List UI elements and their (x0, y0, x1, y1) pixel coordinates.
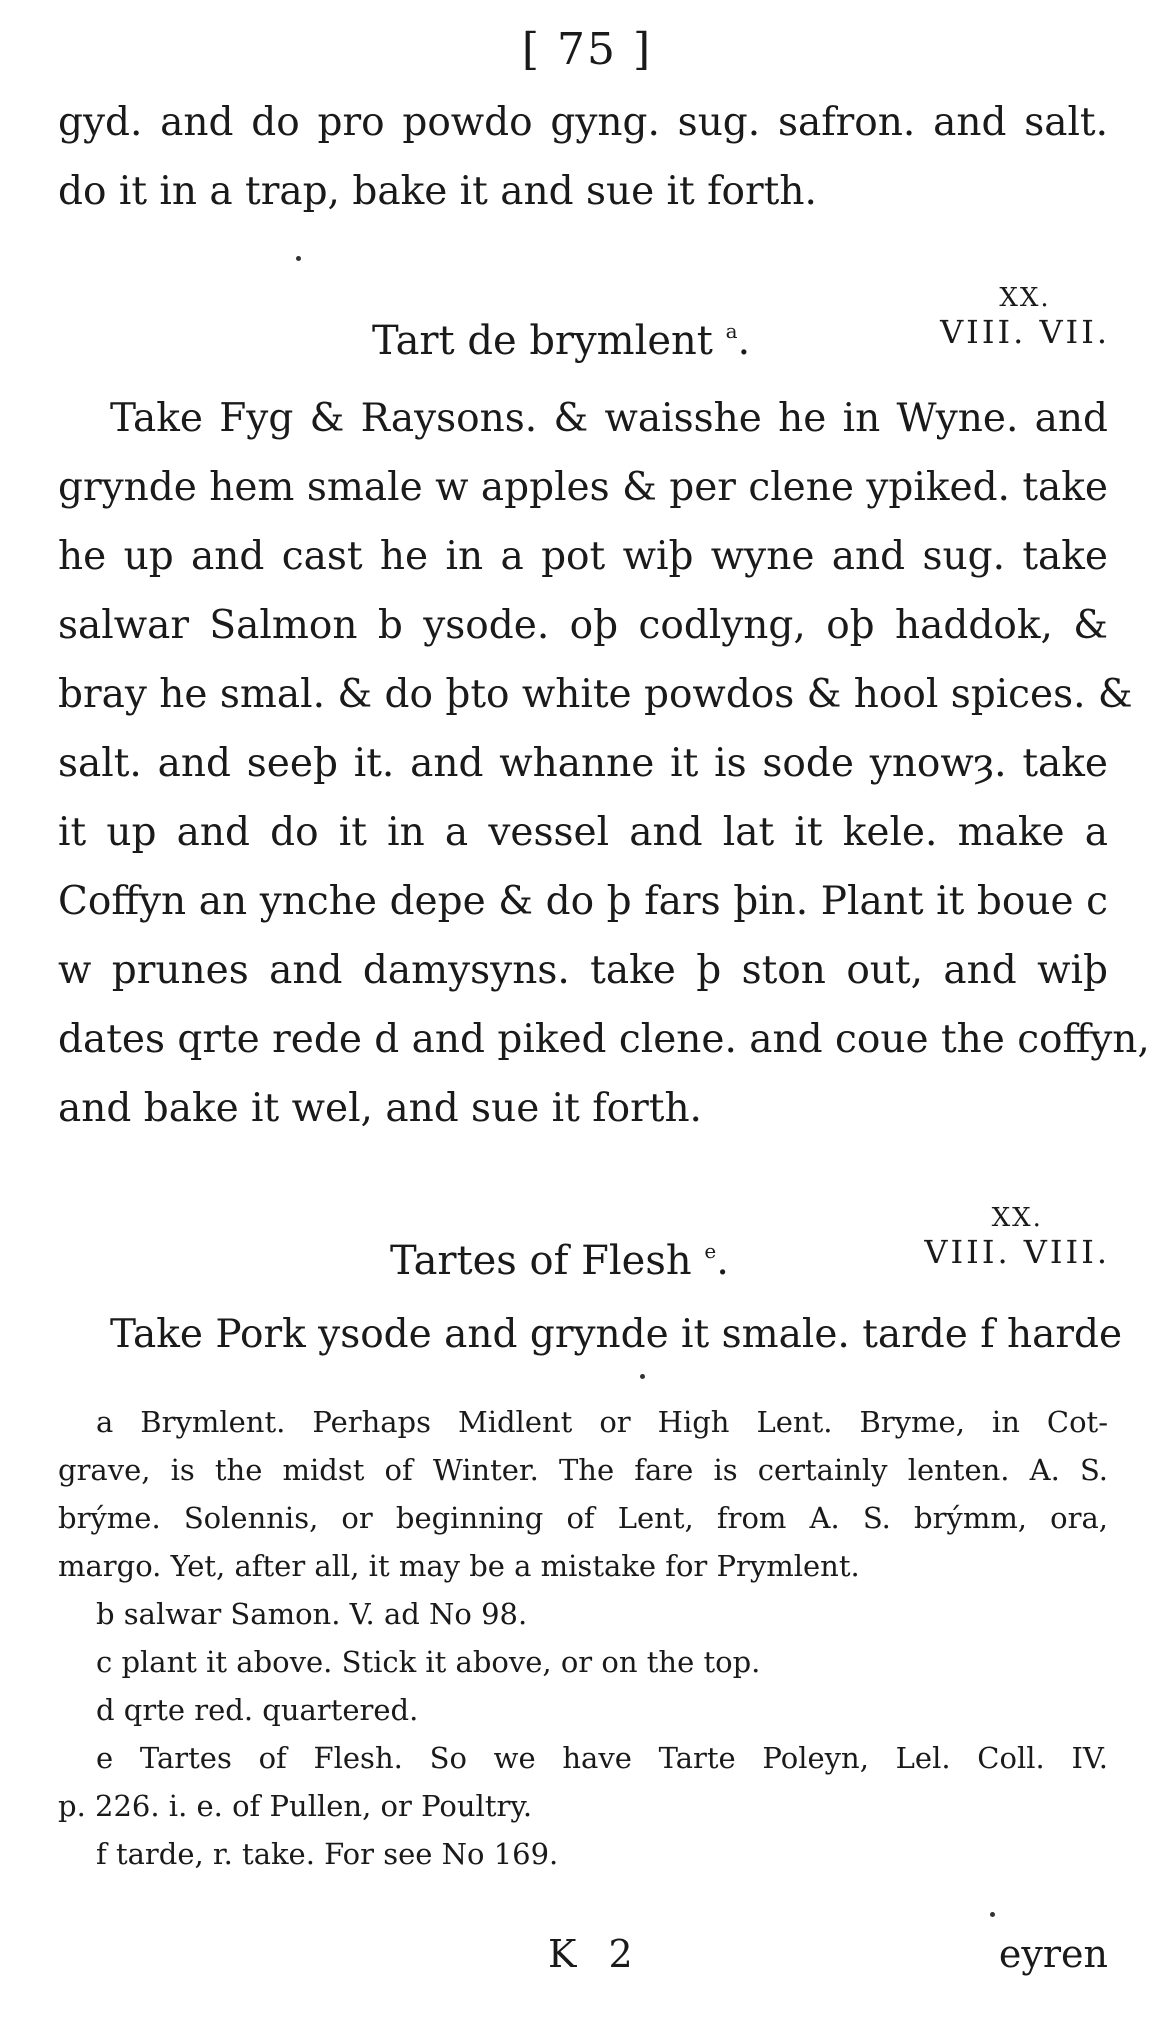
text-line: he up and cast he in a pot wiþ wyne and sug. take (58, 534, 1108, 579)
text-line: w prunes and damysyns. take þ ston out, and wiþ (58, 948, 1108, 993)
footnote-line: a Brymlent. Perhaps Midlent or High Lent. Bryme, in Cot- (96, 1405, 1108, 1439)
footnote-marker: a (725, 319, 738, 343)
footnote-line: p. 226. i. e. of Pullen, or Poultry. (58, 1789, 533, 1823)
signature-mark: K 2 (548, 1932, 643, 1976)
footnote-line: d qrte red. quartered. (96, 1693, 419, 1727)
catchword: eyren (998, 1932, 1108, 1976)
footnote-line: f tarde, r. take. For see No 169. (96, 1837, 559, 1871)
footnote-line: e Tartes of Flesh. So we have Tarte Poleyn, Lel. Coll. IV. (96, 1741, 1108, 1775)
recipe-number-bottom: VIII. VIII. (924, 1233, 1110, 1271)
continuation-text (58, 88, 1108, 226)
recipe-number-top: XX. (999, 283, 1051, 313)
recipe-heading: Tartes of Flesh $^e$. XX. VIII. VIII. (390, 1203, 1110, 1284)
text-line: bray he smal. & do þto white powdos & hool spices. & (58, 672, 1133, 717)
recipe-number-bottom: VIII. VII. (940, 313, 1110, 351)
recipe-number (924, 1204, 1110, 1272)
text-line: it up and do it in a vessel and lat it kele. make a (58, 810, 1108, 855)
text-line: dates qrte rede d and piked clene. and coue the coffyn, (58, 1017, 1150, 1062)
footnote-marker: e (704, 1239, 717, 1263)
ink-speck (640, 1374, 645, 1379)
recipe-title: Tart de brymlent (372, 318, 713, 364)
recipe-body (58, 384, 1150, 1143)
text-line: grynde hem smale w apples & per clene ypiked. take (58, 465, 1108, 510)
recipe-title: Tartes of Flesh (390, 1238, 692, 1284)
text-line: salt. and seeþ it. and whanne it is sode ynowȝ. take (58, 741, 1108, 786)
recipe-body (58, 1300, 1123, 1369)
recipe-number (940, 284, 1110, 352)
footnote-line: c plant it above. Stick it above, or on the top. (96, 1645, 761, 1679)
footnote-line: margo. Yet, after all, it may be a mistake for Prymlent. (58, 1549, 860, 1583)
recipe-number-top: XX. (991, 1203, 1043, 1233)
ink-speck (990, 1912, 995, 1917)
text-line: Take Fyg & Raysons. & waisshe he in Wyne. and (110, 396, 1108, 441)
text-line: do it in a trap, bake it and sue it forth. (58, 169, 817, 214)
text-line: Coffyn an ynche depe & do þ fars þin. Plant it boue c (58, 879, 1108, 924)
ink-speck (296, 256, 301, 261)
text-line: and bake it wel, and sue it forth. (58, 1086, 702, 1131)
recipe-heading: Tart de brymlent $^a$. XX. VIII. VII. (372, 283, 1110, 364)
text-line: salwar Salmon b ysode. oþ codlyng, oþ haddok, & (58, 603, 1108, 648)
footnote-line: grave, is the midst of Winter. The fare is certainly lenten. A. S. (58, 1453, 1108, 1487)
footnotes (58, 1398, 1108, 1878)
text-line: Take Pork ysode and grynde it smale. tarde f harde (110, 1312, 1123, 1357)
text-line: gyd. and do pro powdo gyng. sug. safron. and salt. (58, 100, 1108, 145)
footnote-line: brýme. Solennis, or beginning of Lent, from A. S. brýmm, ora, (58, 1501, 1108, 1535)
page-number: [ 75 ] (521, 24, 653, 75)
footnote-line: b salwar Samon. V. ad No 98. (96, 1597, 528, 1631)
